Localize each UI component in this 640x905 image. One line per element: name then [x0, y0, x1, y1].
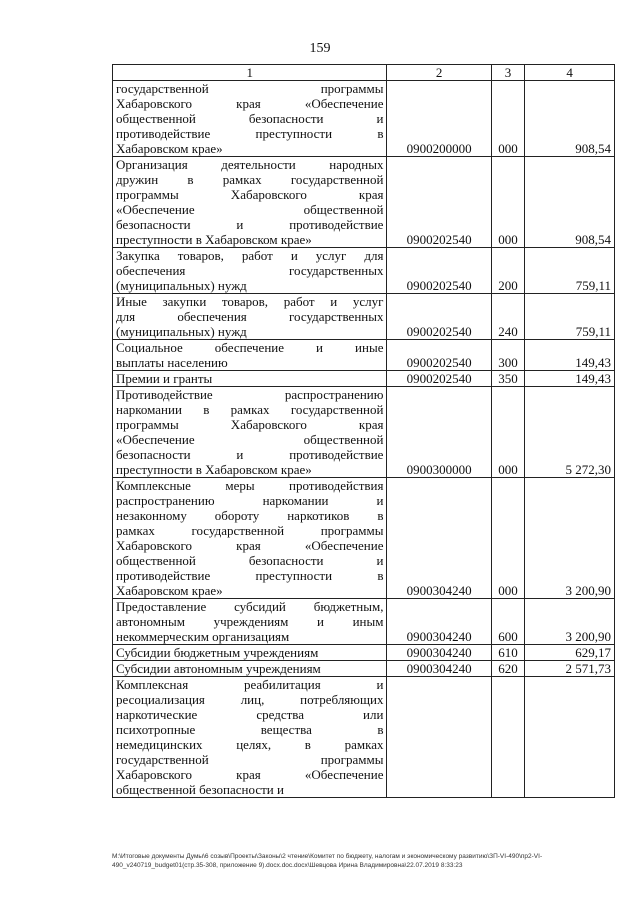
row-name-line: Противодействие распространению [116, 387, 384, 402]
row-type-cell: 610 [491, 645, 524, 661]
row-name-cell [113, 81, 387, 157]
row-name-line: общественной безопасности и [116, 553, 384, 568]
row-name-line: общественной безопасности и [116, 782, 284, 797]
row-amount-cell: 5 272,30 [525, 387, 615, 478]
table-body [113, 65, 615, 798]
row-name-line: Премии и гранты [116, 371, 213, 386]
row-name-line: обеспечения государственных [116, 263, 384, 278]
row-name-line: противодействие преступности в [116, 568, 384, 583]
row-code-cell [387, 677, 491, 798]
table-row [113, 157, 615, 248]
row-name-line: противодействие преступности в [116, 126, 384, 141]
table-row [113, 81, 615, 157]
row-name-line: общественной безопасности и [116, 111, 384, 126]
row-amount-cell: 3 200,90 [525, 599, 615, 645]
row-name-line: государственной программы [116, 752, 384, 767]
row-name-line: дружин в рамках государственной [116, 172, 384, 187]
row-name-line: программы Хабаровского края [116, 417, 384, 432]
row-amount-cell: 3 200,90 [525, 478, 615, 599]
row-code-cell: 0900202540 [387, 340, 491, 371]
row-name-line: незаконному обороту наркотиков в [116, 508, 384, 523]
row-name-line: распространению наркомании и [116, 493, 384, 508]
row-code-cell: 0900304240 [387, 599, 491, 645]
row-name-line: немедицинских целях, в рамках [116, 737, 384, 752]
row-name-line: преступности в Хабаровском крае» [116, 462, 312, 477]
footer-line-2: 490_v240719_budget01(стр.35-308, приложение 9).docx.doc.docx\Шевцова Ирина Владимировна\22.07.2019 8:33:23 [112, 862, 463, 869]
row-type-cell: 600 [491, 599, 524, 645]
row-name-line: психотропные вещества в [116, 722, 384, 737]
table-row [113, 340, 615, 371]
row-name-cell [113, 645, 387, 661]
row-name-line: наркотические средства или [116, 707, 384, 722]
row-code-cell: 0900202540 [387, 157, 491, 248]
row-type-cell: 000 [491, 81, 524, 157]
page-number: 159 [309, 41, 331, 56]
table-row [113, 248, 615, 294]
row-name-line: программы Хабаровского края [116, 187, 384, 202]
table-row [113, 294, 615, 340]
row-name-line: Социальное обеспечение и иные [116, 340, 384, 355]
row-name-line: государственной программы [116, 81, 384, 96]
header-col-1: 1 [113, 65, 387, 81]
row-name-line: Закупка товаров, работ и услуг для [116, 248, 384, 263]
row-code-cell: 0900202540 [387, 248, 491, 294]
row-name-line: «Обеспечение общественной [116, 202, 384, 217]
row-amount-cell: 2 571,73 [525, 661, 615, 677]
footer-line-1: M:\Итоговые документы Думы\6 созыв\Проекты\Законы\2 чтение\Комитет по бюджету, налогам и экономическому развитию\ЗП-VI-490\пр2-VI- [112, 853, 543, 860]
row-name-line: наркомании в рамках государственной [116, 402, 384, 417]
row-name-line: рамках государственной программы [116, 523, 384, 538]
row-name-line: Субсидии бюджетным учреждениям [116, 645, 319, 660]
row-name-cell [113, 371, 387, 387]
row-type-cell: 300 [491, 340, 524, 371]
row-name-cell [113, 157, 387, 248]
table-row [113, 371, 615, 387]
row-amount-cell: 908,54 [525, 157, 615, 248]
row-code-cell: 0900304240 [387, 478, 491, 599]
row-amount-cell: 149,43 [525, 371, 615, 387]
row-name-line: Хабаровского края «Обеспечение [116, 538, 384, 553]
row-type-cell: 240 [491, 294, 524, 340]
row-type-cell: 000 [491, 157, 524, 248]
row-type-cell: 200 [491, 248, 524, 294]
row-name-line: Субсидии автономным учреждениям [116, 661, 321, 676]
row-name-cell [113, 340, 387, 371]
header-col-4: 4 [525, 65, 615, 81]
row-name-line: Хабаровского края «Обеспечение [116, 767, 384, 782]
row-name-line: «Обеспечение общественной [116, 432, 384, 447]
row-amount-cell: 149,43 [525, 340, 615, 371]
table-row [113, 661, 615, 677]
row-name-line: безопасности и противодействие [116, 217, 384, 232]
table-row [113, 387, 615, 478]
row-type-cell: 000 [491, 478, 524, 599]
budget-table [112, 64, 615, 798]
row-name-line: Организация деятельности народных [116, 157, 384, 172]
row-type-cell [491, 677, 524, 798]
row-code-cell: 0900304240 [387, 661, 491, 677]
row-name-line: Хабаровского края «Обеспечение [116, 96, 384, 111]
table-row [113, 478, 615, 599]
row-code-cell: 0900202540 [387, 294, 491, 340]
row-name-cell [113, 599, 387, 645]
row-name-cell [113, 661, 387, 677]
table-row [113, 677, 615, 798]
row-name-cell [113, 677, 387, 798]
row-name-line: Комплексная реабилитация и [116, 677, 384, 692]
row-name-line: автономным учреждениям и иным [116, 614, 384, 629]
document-path-footer [112, 852, 622, 870]
row-amount-cell: 759,11 [525, 294, 615, 340]
row-name-line: некоммерческим организациям [116, 629, 290, 644]
row-amount-cell [525, 677, 615, 798]
row-name-line: Иные закупки товаров, работ и услуг [116, 294, 384, 309]
row-name-line: выплаты населению [116, 355, 228, 370]
row-name-line: Хабаровском крае» [116, 583, 223, 598]
row-amount-cell: 629,17 [525, 645, 615, 661]
row-amount-cell: 908,54 [525, 81, 615, 157]
row-name-line: безопасности и противодействие [116, 447, 384, 462]
header-col-3: 3 [491, 65, 524, 81]
row-code-cell: 0900200000 [387, 81, 491, 157]
table-row [113, 599, 615, 645]
row-name-line: ресоциализация лиц, потребляющих [116, 692, 384, 707]
row-name-line: Хабаровском крае» [116, 141, 223, 156]
row-type-cell: 000 [491, 387, 524, 478]
row-code-cell: 0900304240 [387, 645, 491, 661]
row-name-line: преступности в Хабаровском крае» [116, 232, 312, 247]
row-name-line: Комплексные меры противодействия [116, 478, 384, 493]
header-col-2: 2 [387, 65, 491, 81]
row-name-line: (муниципальных) нужд [116, 324, 247, 339]
row-name-line: для обеспечения государственных [116, 309, 384, 324]
table-header-row [113, 65, 615, 81]
row-name-cell [113, 248, 387, 294]
row-type-cell: 350 [491, 371, 524, 387]
row-code-cell: 0900202540 [387, 371, 491, 387]
row-name-line: Предоставление субсидий бюджетным, [116, 599, 384, 614]
row-amount-cell: 759,11 [525, 248, 615, 294]
row-type-cell: 620 [491, 661, 524, 677]
row-name-cell [113, 478, 387, 599]
row-code-cell: 0900300000 [387, 387, 491, 478]
row-name-cell [113, 294, 387, 340]
table-row [113, 645, 615, 661]
row-name-cell [113, 387, 387, 478]
row-name-line: (муниципальных) нужд [116, 278, 247, 293]
